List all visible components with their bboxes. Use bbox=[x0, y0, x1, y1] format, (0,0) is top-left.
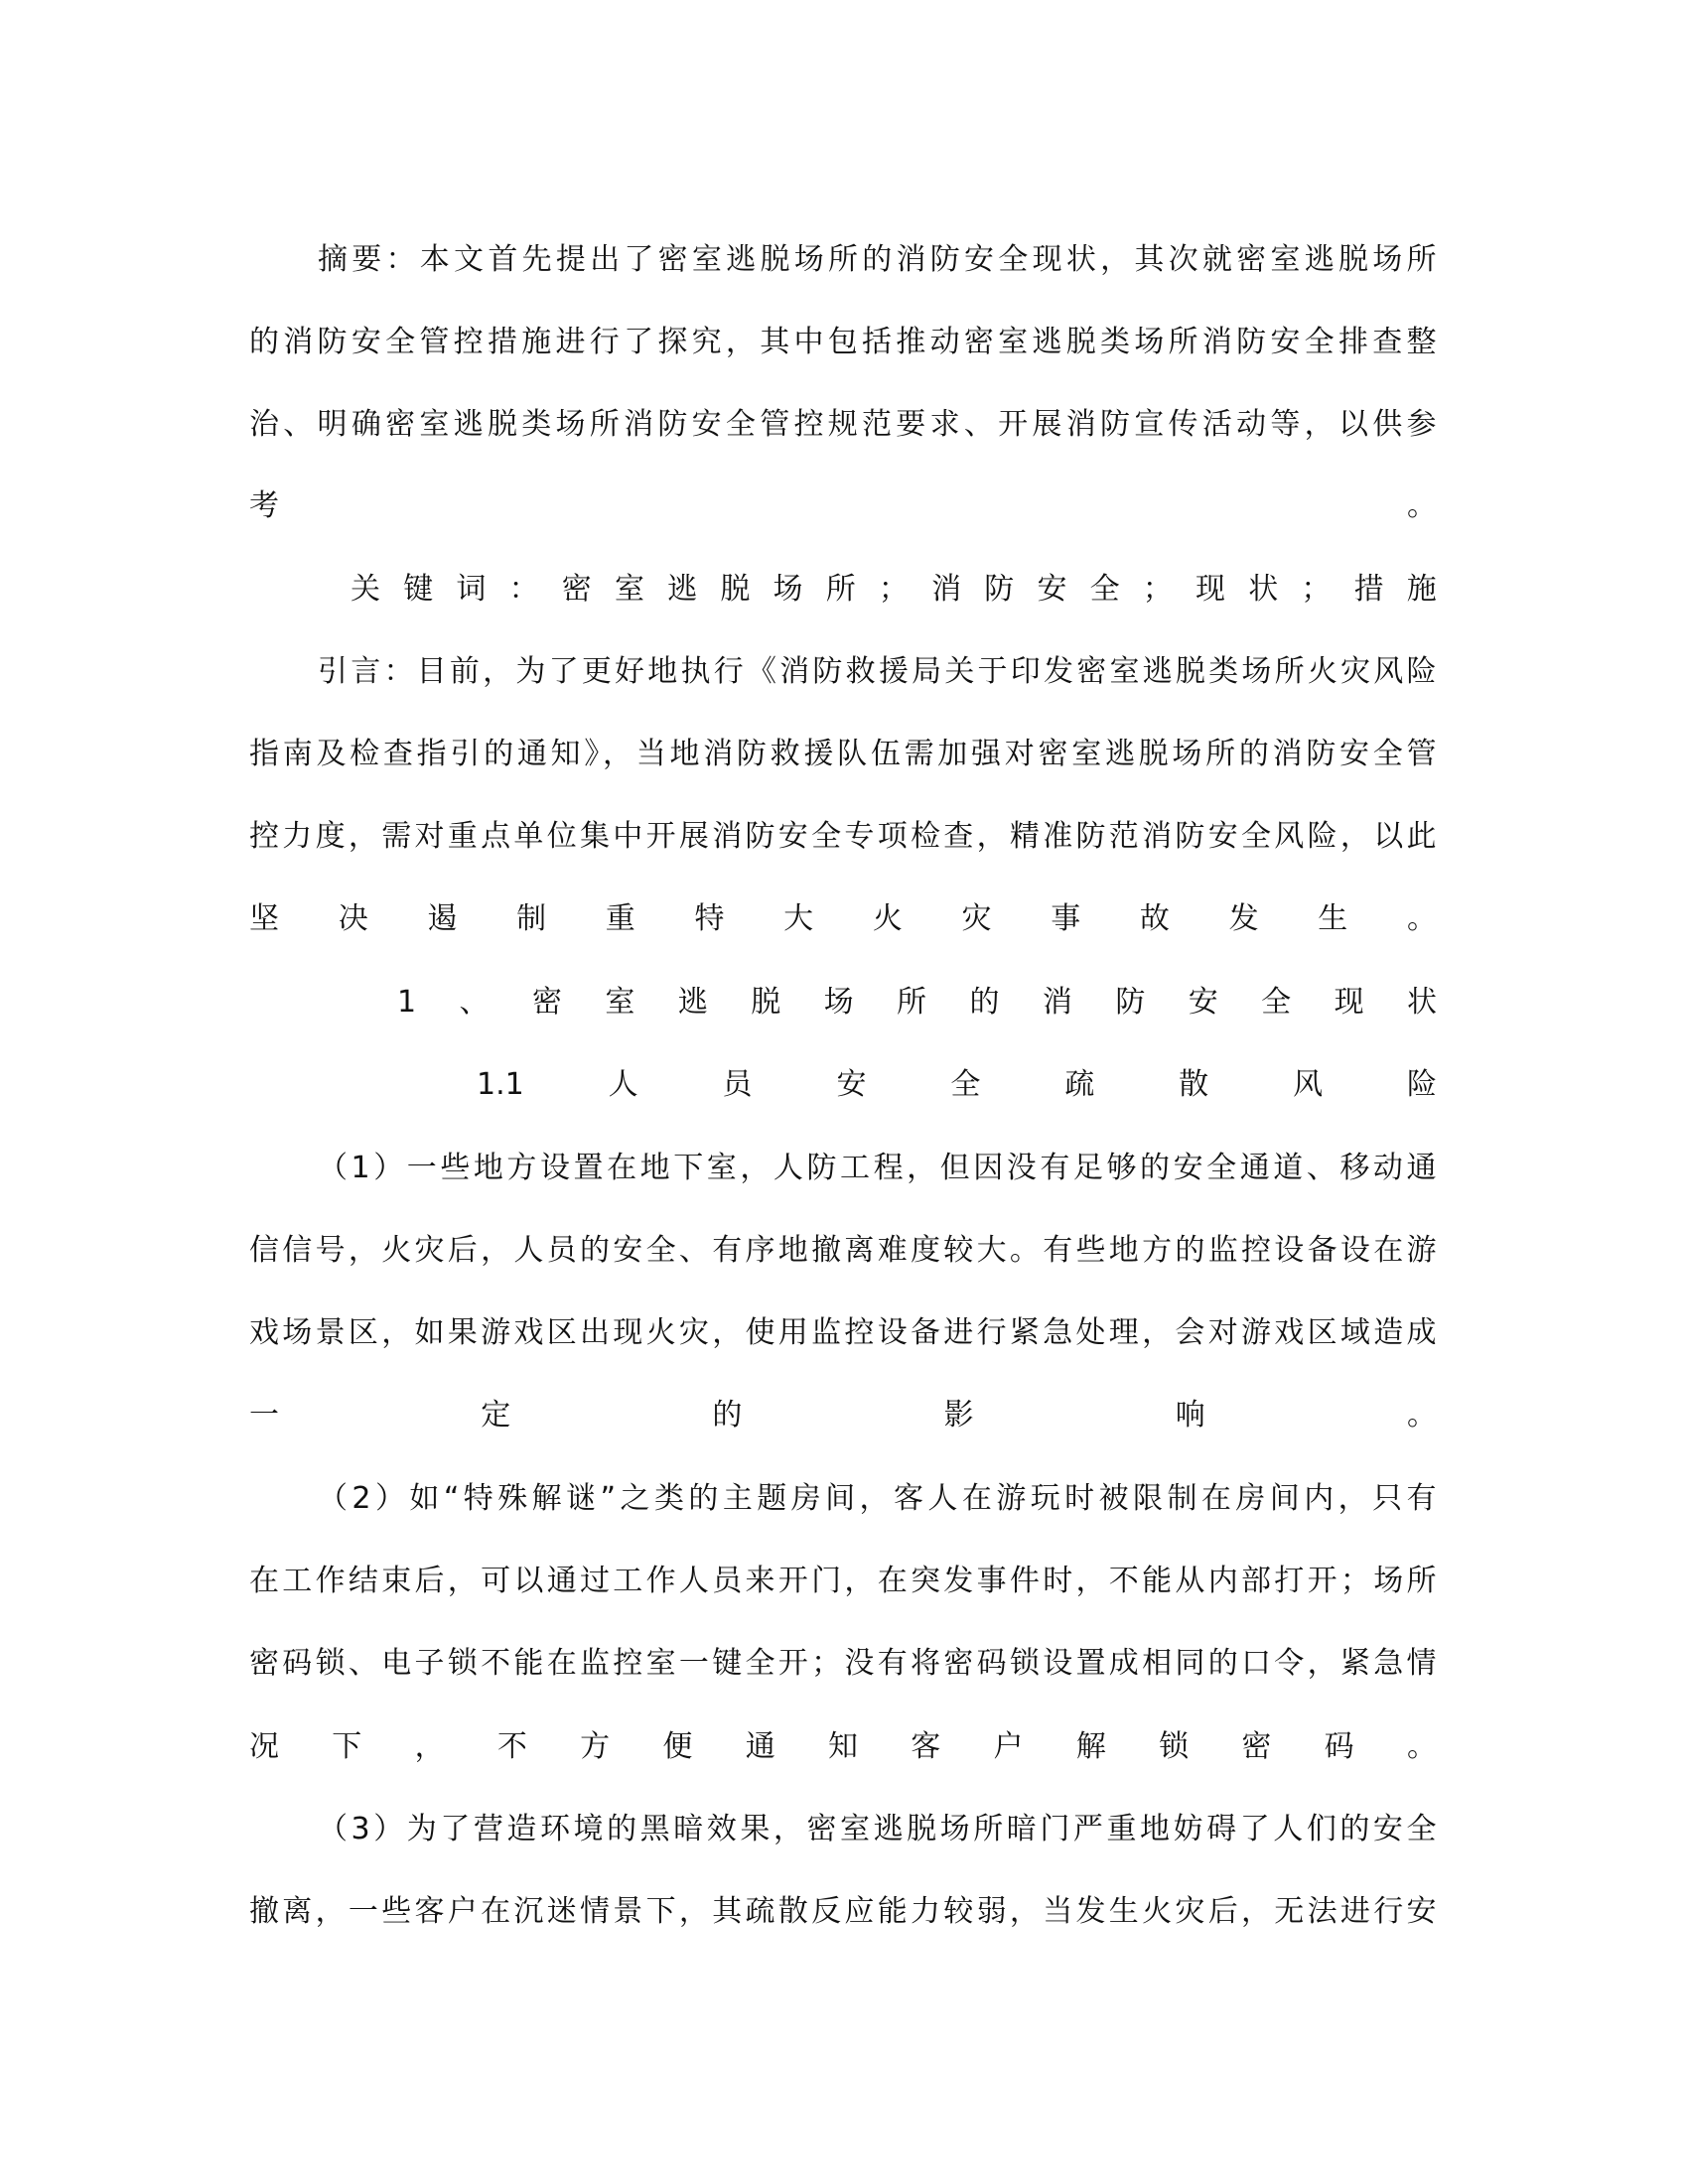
para-char: 定 bbox=[481, 1398, 511, 1433]
intro-char: 决 bbox=[338, 901, 368, 936]
intro-line-4 bbox=[249, 897, 1437, 941]
keyword-char: 消 bbox=[931, 572, 962, 607]
heading-char: 防 bbox=[1115, 985, 1146, 1020]
intro-char: 事 bbox=[1051, 901, 1081, 936]
para-char: 码 bbox=[1324, 1729, 1354, 1764]
para-char: 客 bbox=[911, 1729, 941, 1764]
heading-char: 全 bbox=[950, 1067, 981, 1102]
keyword-char: ； bbox=[1142, 572, 1173, 607]
keyword-char: 现 bbox=[1196, 572, 1225, 607]
para-1-line-4 bbox=[249, 1394, 1437, 1437]
para-char: 下 bbox=[332, 1729, 362, 1764]
keywords-line bbox=[351, 568, 1437, 612]
para-char: 况 bbox=[249, 1729, 279, 1764]
heading-char: 逃 bbox=[677, 985, 708, 1020]
para-char: 一 bbox=[249, 1398, 279, 1433]
heading-char: 状 bbox=[1407, 985, 1437, 1020]
heading-char: 全 bbox=[1261, 985, 1292, 1020]
keyword-char: 安 bbox=[1037, 572, 1067, 607]
heading-char: 1.1 bbox=[477, 1067, 524, 1102]
keyword-char: 措 bbox=[1353, 572, 1384, 607]
heading-char: 风 bbox=[1293, 1067, 1324, 1102]
heading-char: 疏 bbox=[1064, 1067, 1095, 1102]
para-char: 解 bbox=[1075, 1729, 1106, 1764]
para-3-line-2: 撤离，一些客户在沉迷情景下，其疏散反应能力较弱，当发生火灾后，无法进行安 bbox=[249, 1894, 1437, 1929]
abstract-line-3: 治、明确密室逃脱类场所消防安全管控规范要求、开展消防宣传活动等，以供参 bbox=[249, 407, 1437, 442]
heading-char: 散 bbox=[1179, 1067, 1209, 1102]
intro-char: 制 bbox=[516, 901, 547, 936]
intro-line-2: 指南及检查指引的通知》，当地消防救援队伍需加强对密室逃脱场所的消防安全管 bbox=[249, 737, 1437, 771]
para-2-line-4 bbox=[249, 1725, 1437, 1769]
para-char: 户 bbox=[993, 1729, 1024, 1764]
heading-char: 安 bbox=[836, 1067, 867, 1102]
para-char: ， bbox=[414, 1729, 445, 1764]
para-3-line-1: （3）为了营造环境的黑暗效果，密室逃脱场所暗门严重地妨碍了人们的安全 bbox=[318, 1812, 1437, 1846]
para-char: 密 bbox=[1241, 1729, 1272, 1764]
heading-char: 室 bbox=[605, 985, 635, 1020]
intro-char: 重 bbox=[605, 901, 635, 936]
heading-char: 密 bbox=[531, 985, 562, 1020]
keyword-char: 场 bbox=[773, 572, 803, 607]
keyword-char: 施 bbox=[1406, 572, 1437, 607]
keyword-char: ： bbox=[508, 572, 539, 607]
intro-line-3: 控力度，需对重点单位集中开展消防安全专项检查，精准防范消防安全风险，以此 bbox=[249, 819, 1437, 854]
keyword-char: ； bbox=[878, 572, 909, 607]
para-1-line-1: （1）一些地方设置在地下室，人防工程，但因没有足够的安全通道、移动通 bbox=[318, 1151, 1437, 1185]
keyword-char: 词 bbox=[456, 572, 487, 607]
keyword-char: 全 bbox=[1089, 572, 1120, 607]
keyword-char: 脱 bbox=[720, 572, 751, 607]
intro-char: 大 bbox=[783, 901, 814, 936]
heading-char: 1 bbox=[397, 985, 417, 1020]
heading-char: 场 bbox=[823, 985, 854, 1020]
heading-char: 消 bbox=[1042, 985, 1072, 1020]
heading-char: 所 bbox=[897, 985, 927, 1020]
para-char: 通 bbox=[745, 1729, 775, 1764]
heading-char: 员 bbox=[722, 1067, 753, 1102]
para-char: 方 bbox=[580, 1729, 611, 1764]
para-2-line-1: （2）如“特殊解谜”之类的主题房间，客人在游玩时被限制在房间内，只有 bbox=[318, 1481, 1437, 1516]
keyword-char: 关 bbox=[351, 572, 380, 607]
keyword-char: 键 bbox=[403, 572, 434, 607]
intro-char: 火 bbox=[872, 901, 903, 936]
keyword-char: 防 bbox=[984, 572, 1015, 607]
keyword-char: 所 bbox=[825, 572, 856, 607]
intro-char: 遏 bbox=[427, 901, 458, 936]
intro-char: 特 bbox=[694, 901, 725, 936]
para-2-line-2: 在工作结束后，可以通过工作人员来开门，在突发事件时，不能从内部打开；场所 bbox=[249, 1564, 1437, 1598]
para-char: 不 bbox=[496, 1729, 527, 1764]
para-char: 知 bbox=[827, 1729, 858, 1764]
abstract-line-4 bbox=[249, 484, 1437, 528]
heading-char: 脱 bbox=[751, 985, 781, 1020]
keyword-char: 室 bbox=[614, 572, 644, 607]
intro-char: 发 bbox=[1228, 901, 1259, 936]
intro-char: 坚 bbox=[249, 901, 279, 936]
para-char: 的 bbox=[712, 1398, 743, 1433]
intro-char: 故 bbox=[1139, 901, 1170, 936]
para-1-line-3: 戏场景区，如果游戏区出现火灾，使用监控设备进行紧急处理，会对游戏区域造成 bbox=[249, 1315, 1437, 1350]
heading-char: 险 bbox=[1406, 1067, 1437, 1102]
intro-char: 。 bbox=[1406, 901, 1437, 936]
para-char: 。 bbox=[1406, 1729, 1437, 1764]
heading-char: 人 bbox=[608, 1067, 638, 1102]
section-1-heading bbox=[397, 981, 1437, 1024]
para-1-line-2: 信信号，火灾后，人员的安全、有序地撤离难度较大。有些地方的监控设备设在游 bbox=[249, 1233, 1437, 1268]
para-char: 影 bbox=[943, 1398, 974, 1433]
para-char: 锁 bbox=[1159, 1729, 1190, 1764]
section-1-1-heading bbox=[477, 1063, 1437, 1107]
keyword-char: 密 bbox=[561, 572, 592, 607]
heading-char: 、 bbox=[459, 985, 490, 1020]
heading-char: 现 bbox=[1334, 985, 1364, 1020]
intro-line-1: 引言：目前，为了更好地执行《消防救援局关于印发密室逃脱类场所火灾风险 bbox=[318, 654, 1437, 689]
abstract-line-2: 的消防安全管控措施进行了探究，其中包括推动密室逃脱类场所消防安全排查整 bbox=[249, 325, 1437, 359]
para-char: 响 bbox=[1175, 1398, 1205, 1433]
keyword-char: 逃 bbox=[667, 572, 698, 607]
abstract-line-1: 摘要：本文首先提出了密室逃脱场所的消防安全现状，其次就密室逃脱场所 bbox=[318, 242, 1437, 277]
abstract-text: 考 bbox=[249, 488, 279, 523]
para-char: 便 bbox=[662, 1729, 693, 1764]
para-char: 。 bbox=[1406, 1398, 1437, 1433]
heading-char: 的 bbox=[969, 985, 1000, 1020]
heading-char: 安 bbox=[1188, 985, 1218, 1020]
keyword-char: ； bbox=[1301, 572, 1332, 607]
para-2-line-3: 密码锁、电子锁不能在监控室一键全开；没有将密码锁设置成相同的口令，紧急情 bbox=[249, 1646, 1437, 1681]
intro-char: 生 bbox=[1318, 901, 1348, 936]
intro-char: 灾 bbox=[961, 901, 992, 936]
abstract-period: 。 bbox=[1407, 488, 1437, 523]
keyword-char: 状 bbox=[1248, 572, 1279, 607]
